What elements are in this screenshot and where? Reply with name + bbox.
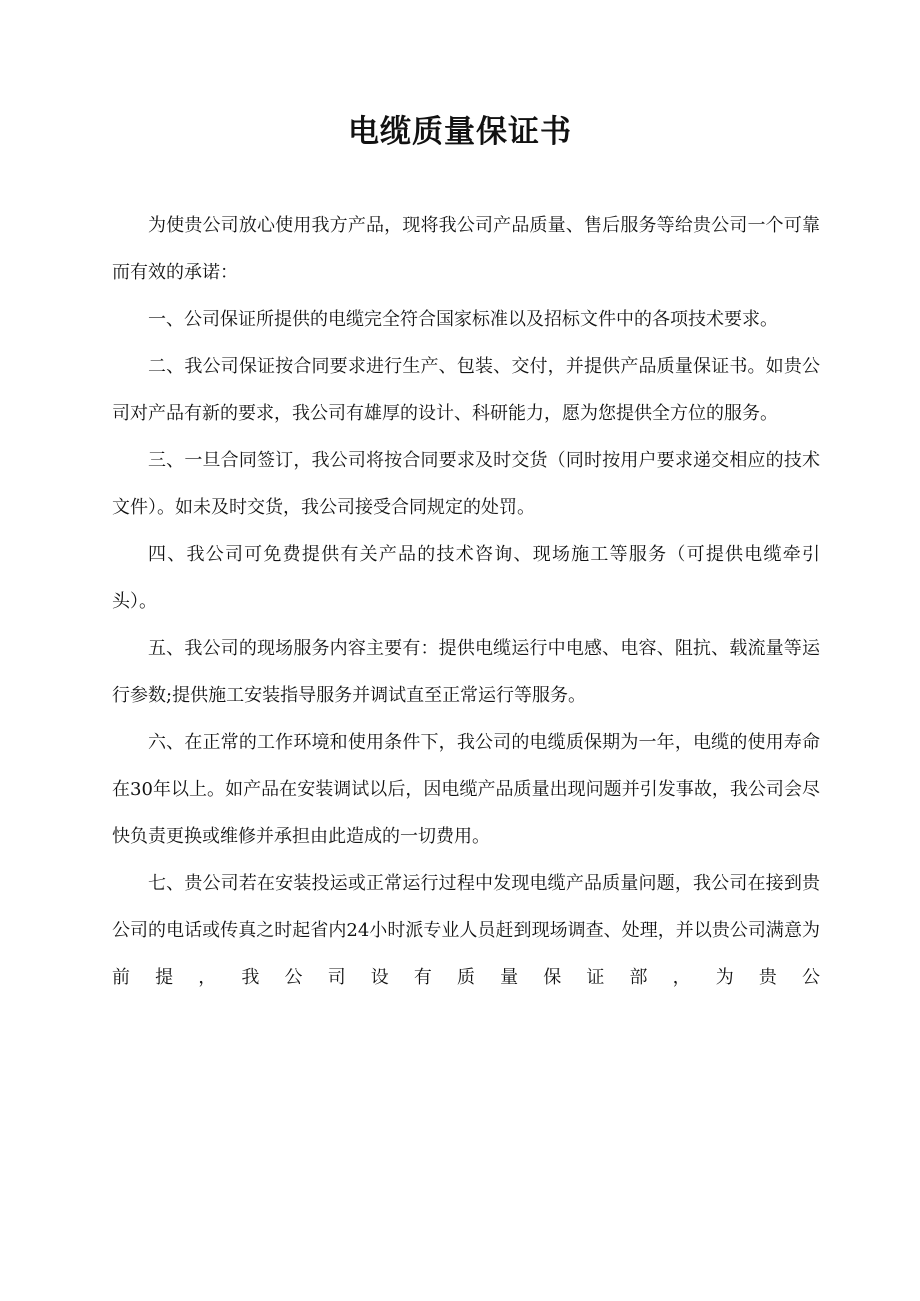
paragraph-6: 六、在正常的工作环境和使用条件下，我公司的电缆质保期为一年，电缆的使用寿命在30年以上。如产品在安装调试以后，因电缆产品质量出现问题并引发事故，我公司会尽快负责更换或维修并承担由此造成的一切费用。: [112, 732, 820, 847]
paragraph-3: 三、一旦合同签订，我公司将按合同要求及时交货（同时按用户要求递交相应的技术文件）。如未及时交货，我公司接受合同规定的处罚。: [112, 450, 820, 518]
paragraph-5: 五、我公司的现场服务内容主要有：提供电缆运行中电感、电容、阻抗、载流量等运行参数;提供施工安装指导服务并调试直至正常运行等服务。: [112, 638, 820, 706]
paragraph-intro: 为使贵公司放心使用我方产品，现将我公司产品质量、售后服务等给贵公司一个可靠而有效的承诺：: [112, 215, 820, 283]
paragraph-7: 七、贵公司若在安装投运或正常运行过程中发现电缆产品质量问题，我公司在接到贵公司的电话或传真之时起省内24小时派专业人员赶到现场调查、处理，并以贵公司满意为前提，我公司设有质量保证部，为贵公: [112, 873, 820, 988]
paragraph-4: 四、我公司可免费提供有关产品的技术咨询、现场施工等服务（可提供电缆牵引头）。: [112, 544, 820, 612]
paragraph-1: 一、公司保证所提供的电缆完全符合国家标准以及招标文件中的各项技术要求。: [148, 309, 778, 330]
document-title: 电缆质量保证书: [348, 114, 572, 150]
document-body: [112, 202, 820, 1001]
paragraph-2: 二、我公司保证按合同要求进行生产、包装、交付，并提供产品质量保证书。如贵公司对产品有新的要求，我公司有雄厚的设计、科研能力，愿为您提供全方位的服务。: [112, 356, 820, 424]
